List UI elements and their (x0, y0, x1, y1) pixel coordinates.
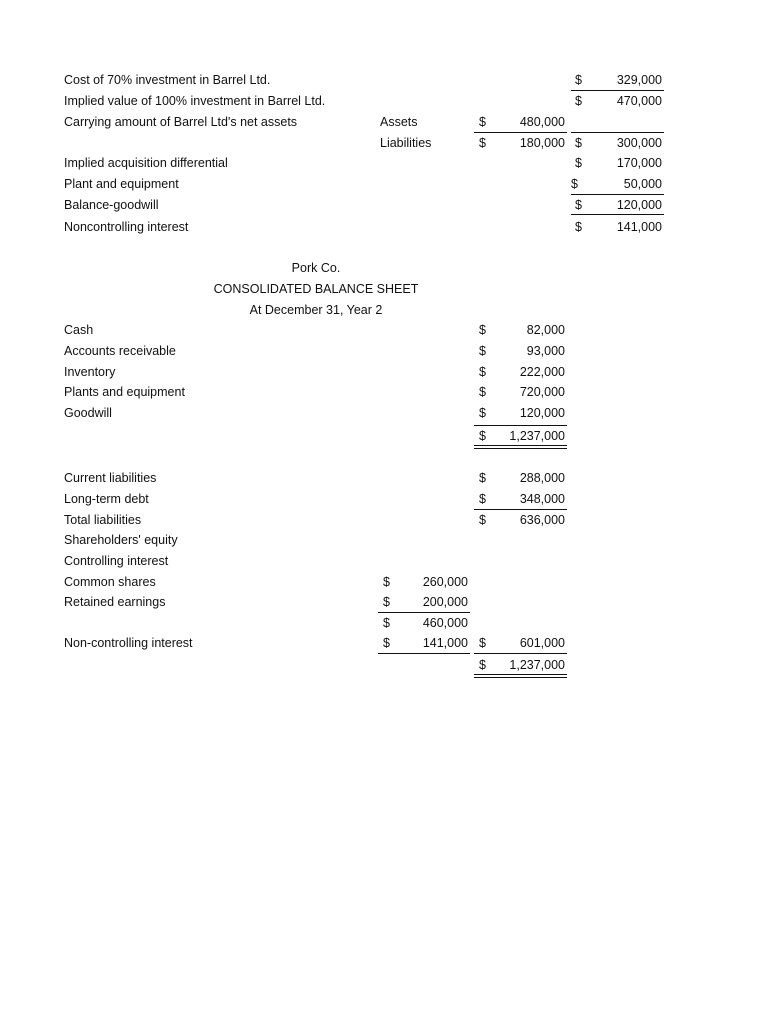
currency-symbol: $ (479, 385, 486, 399)
currency-symbol: $ (575, 136, 582, 150)
currency-symbol: $ (479, 344, 486, 358)
total-liabilities-equity-amount: 1,237,000 (509, 658, 565, 672)
currency-symbol: $ (383, 595, 390, 609)
currency-symbol: $ (479, 115, 486, 129)
underline (571, 90, 664, 91)
currency-symbol: $ (571, 177, 578, 191)
currency-symbol: $ (383, 636, 390, 650)
amount: 260,000 (422, 575, 468, 589)
amount: 720,000 (519, 385, 565, 399)
asset-label: Goodwill (64, 406, 112, 420)
underline (474, 653, 567, 654)
underline (378, 612, 470, 613)
liability-label: Total liabilities (64, 513, 142, 527)
underline (474, 425, 567, 426)
amount: 200,000 (422, 595, 468, 609)
currency-symbol: $ (479, 658, 486, 672)
amount: 120,000 (519, 406, 565, 420)
amount: 141,000 (616, 220, 662, 234)
row-label: Noncontrolling interest (64, 220, 189, 234)
currency-symbol: $ (479, 429, 486, 443)
amount: 222,000 (519, 365, 565, 379)
currency-symbol: $ (575, 94, 582, 108)
equity-heading: Shareholders' equity (64, 533, 178, 547)
row-label: Implied acquisition differential (64, 156, 228, 170)
total-equity-amount: 601,000 (519, 636, 565, 650)
amount: 180,000 (519, 136, 565, 150)
equity-subheading: Controlling interest (64, 554, 169, 568)
amount: 120,000 (616, 198, 662, 212)
amount: 93,000 (526, 344, 565, 358)
amount: 480,000 (519, 115, 565, 129)
currency-symbol: $ (575, 198, 582, 212)
equity-label: Common shares (64, 575, 156, 589)
amount: 300,000 (616, 136, 662, 150)
underline (474, 132, 567, 133)
asset-label: Cash (64, 323, 94, 337)
amount: 636,000 (519, 513, 565, 527)
currency-symbol: $ (479, 471, 486, 485)
amount: 470,000 (616, 94, 662, 108)
currency-symbol: $ (575, 220, 582, 234)
row-label: Cost of 70% investment in Barrel Ltd. (64, 73, 271, 87)
currency-symbol: $ (479, 406, 486, 420)
total-assets-amount: 1,237,000 (509, 429, 565, 443)
amount: 460,000 (422, 616, 468, 630)
currency-symbol: $ (479, 492, 486, 506)
sub-label: Liabilities (380, 136, 432, 150)
underline (571, 214, 664, 215)
currency-symbol: $ (575, 73, 582, 87)
currency-symbol: $ (383, 616, 390, 630)
underline (571, 132, 664, 133)
currency-symbol: $ (575, 156, 582, 170)
currency-symbol: $ (383, 575, 390, 589)
asset-label: Accounts receivable (64, 344, 176, 358)
asset-label: Plants and equipment (64, 385, 185, 399)
asset-label: Inventory (64, 365, 116, 379)
amount: 50,000 (623, 177, 662, 191)
underline (378, 653, 470, 654)
amount: 141,000 (422, 636, 468, 650)
row-label: Implied value of 100% investment in Barrel Ltd. (64, 94, 326, 108)
currency-symbol: $ (479, 136, 486, 150)
liability-label: Long-term debt (64, 492, 149, 506)
currency-symbol: $ (479, 365, 486, 379)
sub-label: Assets (380, 115, 418, 129)
underline (571, 194, 664, 195)
row-label: Balance-goodwill (64, 198, 159, 212)
equity-label: Retained earnings (64, 595, 166, 609)
statement-date: At December 31, Year 2 (249, 303, 383, 317)
company-name: Pork Co. (291, 261, 341, 275)
liability-label: Current liabilities (64, 471, 157, 485)
underline (474, 509, 567, 510)
amount: 288,000 (519, 471, 565, 485)
row-label: Plant and equipment (64, 177, 179, 191)
row-label: Carrying amount of Barrel Ltd's net assets (64, 115, 298, 129)
amount: 348,000 (519, 492, 565, 506)
currency-symbol: $ (479, 513, 486, 527)
double-underline (474, 445, 567, 449)
amount: 170,000 (616, 156, 662, 170)
statement-title: CONSOLIDATED BALANCE SHEET (213, 282, 419, 296)
currency-symbol: $ (479, 636, 486, 650)
equity-label: Non-controlling interest (64, 636, 193, 650)
double-underline (474, 674, 567, 678)
amount: 329,000 (616, 73, 662, 87)
amount: 82,000 (526, 323, 565, 337)
currency-symbol: $ (479, 323, 486, 337)
